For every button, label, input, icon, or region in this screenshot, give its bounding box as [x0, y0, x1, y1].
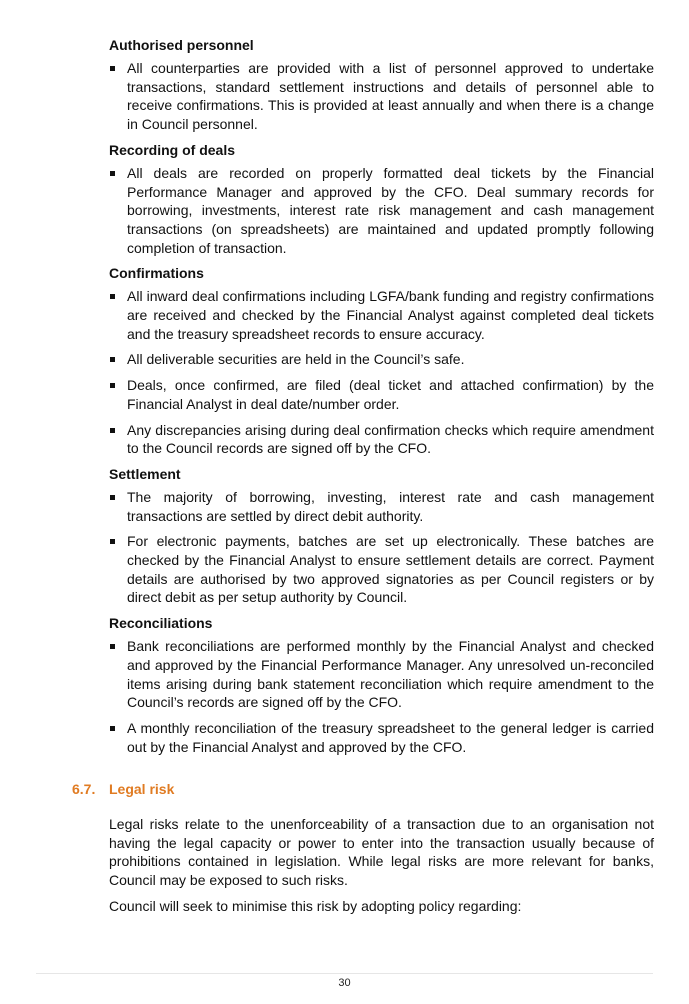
page-number: 30 [338, 977, 351, 989]
list-item: Any discrepancies arising during deal confirmation checks which require amendment to the Council records are signed off by the CFO. [109, 421, 654, 458]
bullet-list [109, 488, 654, 607]
list-item: Deals, once confirmed, are filed (deal ticket and attached confirmation) by the Financial Analyst in deal date/number order. [109, 376, 654, 413]
list-item: All counterparties are provided with a list of personnel approved to undertake transactions, standard settlement instructions and details of personnel able to receive confirmations. This is provided at least annually and when there is a change in Council personnel. [109, 59, 654, 134]
bullet-list [109, 287, 654, 458]
bullet-list [109, 59, 654, 134]
list-item: For electronic payments, batches are set up electronically. These batches are checked by the Financial Analyst to ensure settlement details are correct. Payment details are authorised by two approved signatories as per Council registers or by direct debit as per setup authority by Council. [109, 532, 654, 607]
bullet-icon [110, 66, 115, 71]
bullet-list [109, 637, 654, 756]
bullet-icon [110, 495, 115, 500]
bullet-icon [110, 383, 115, 388]
footer-divider [36, 973, 653, 974]
bullet-icon [110, 726, 115, 731]
legal-risk-policy-paragraph: Council will seek to minimise this risk by adopting policy regarding: [109, 898, 522, 914]
bullet-icon [110, 294, 115, 299]
section-heading-legal-risk [72, 780, 174, 799]
list-item: All inward deal confirmations including LGFA/bank funding and registry confirmations are received and checked by the Financial Analyst against completed deal tickets and the treasury spreadsheet records to ensure accuracy. [109, 287, 654, 343]
bullet-icon [110, 357, 115, 362]
heading-recording-of-deals: Recording of deals [109, 141, 236, 158]
heading-authorised-personnel: Authorised personnel [109, 37, 254, 53]
heading-settlement: Settlement [109, 465, 181, 482]
heading-confirmations: Confirmations [109, 265, 204, 282]
list-item: All deliverable securities are held in the Council’s safe. [109, 350, 654, 369]
legal-risk-paragraph: Legal risks relate to the unenforceability of a transaction due to an organisation not having the legal capacity or power to enter into the transaction usually because of prohibitions contained in legislation. While legal risks are more relevant for banks, Council may be exposed to such risks. [109, 816, 654, 889]
bullet-icon [110, 428, 115, 433]
section-number: 6.7. [72, 781, 96, 797]
bullet-icon [110, 171, 115, 176]
list-item: The majority of borrowing, investing, interest rate and cash management transactions are settled by direct debit authority. [109, 488, 654, 525]
bullet-icon [110, 644, 115, 649]
bullet-icon [110, 539, 115, 544]
section-title: Legal risk [109, 781, 175, 797]
heading-reconciliations: Reconciliations [109, 615, 213, 632]
bullet-list [109, 164, 654, 258]
controls-list [109, 36, 654, 763]
list-item: Bank reconciliations are performed monthly by the Financial Analyst and checked and approved by the Financial Performance Manager. Any unresolved un-reconciled items arising during bank statement reconciliation which require amendment to the Council’s records are signed off by the CFO. [109, 637, 654, 712]
list-item: All deals are recorded on properly formatted deal tickets by the Financial Performance Manager and approved by the CFO. Deal summary records for borrowing, investments, interest rate risk management and cash management transactions (on spreadsheets) are maintained and updated promptly following completion of transaction. [109, 164, 654, 258]
list-item: A monthly reconciliation of the treasury spreadsheet to the general ledger is carried out by the Financial Analyst and approved by the CFO. [109, 719, 654, 756]
